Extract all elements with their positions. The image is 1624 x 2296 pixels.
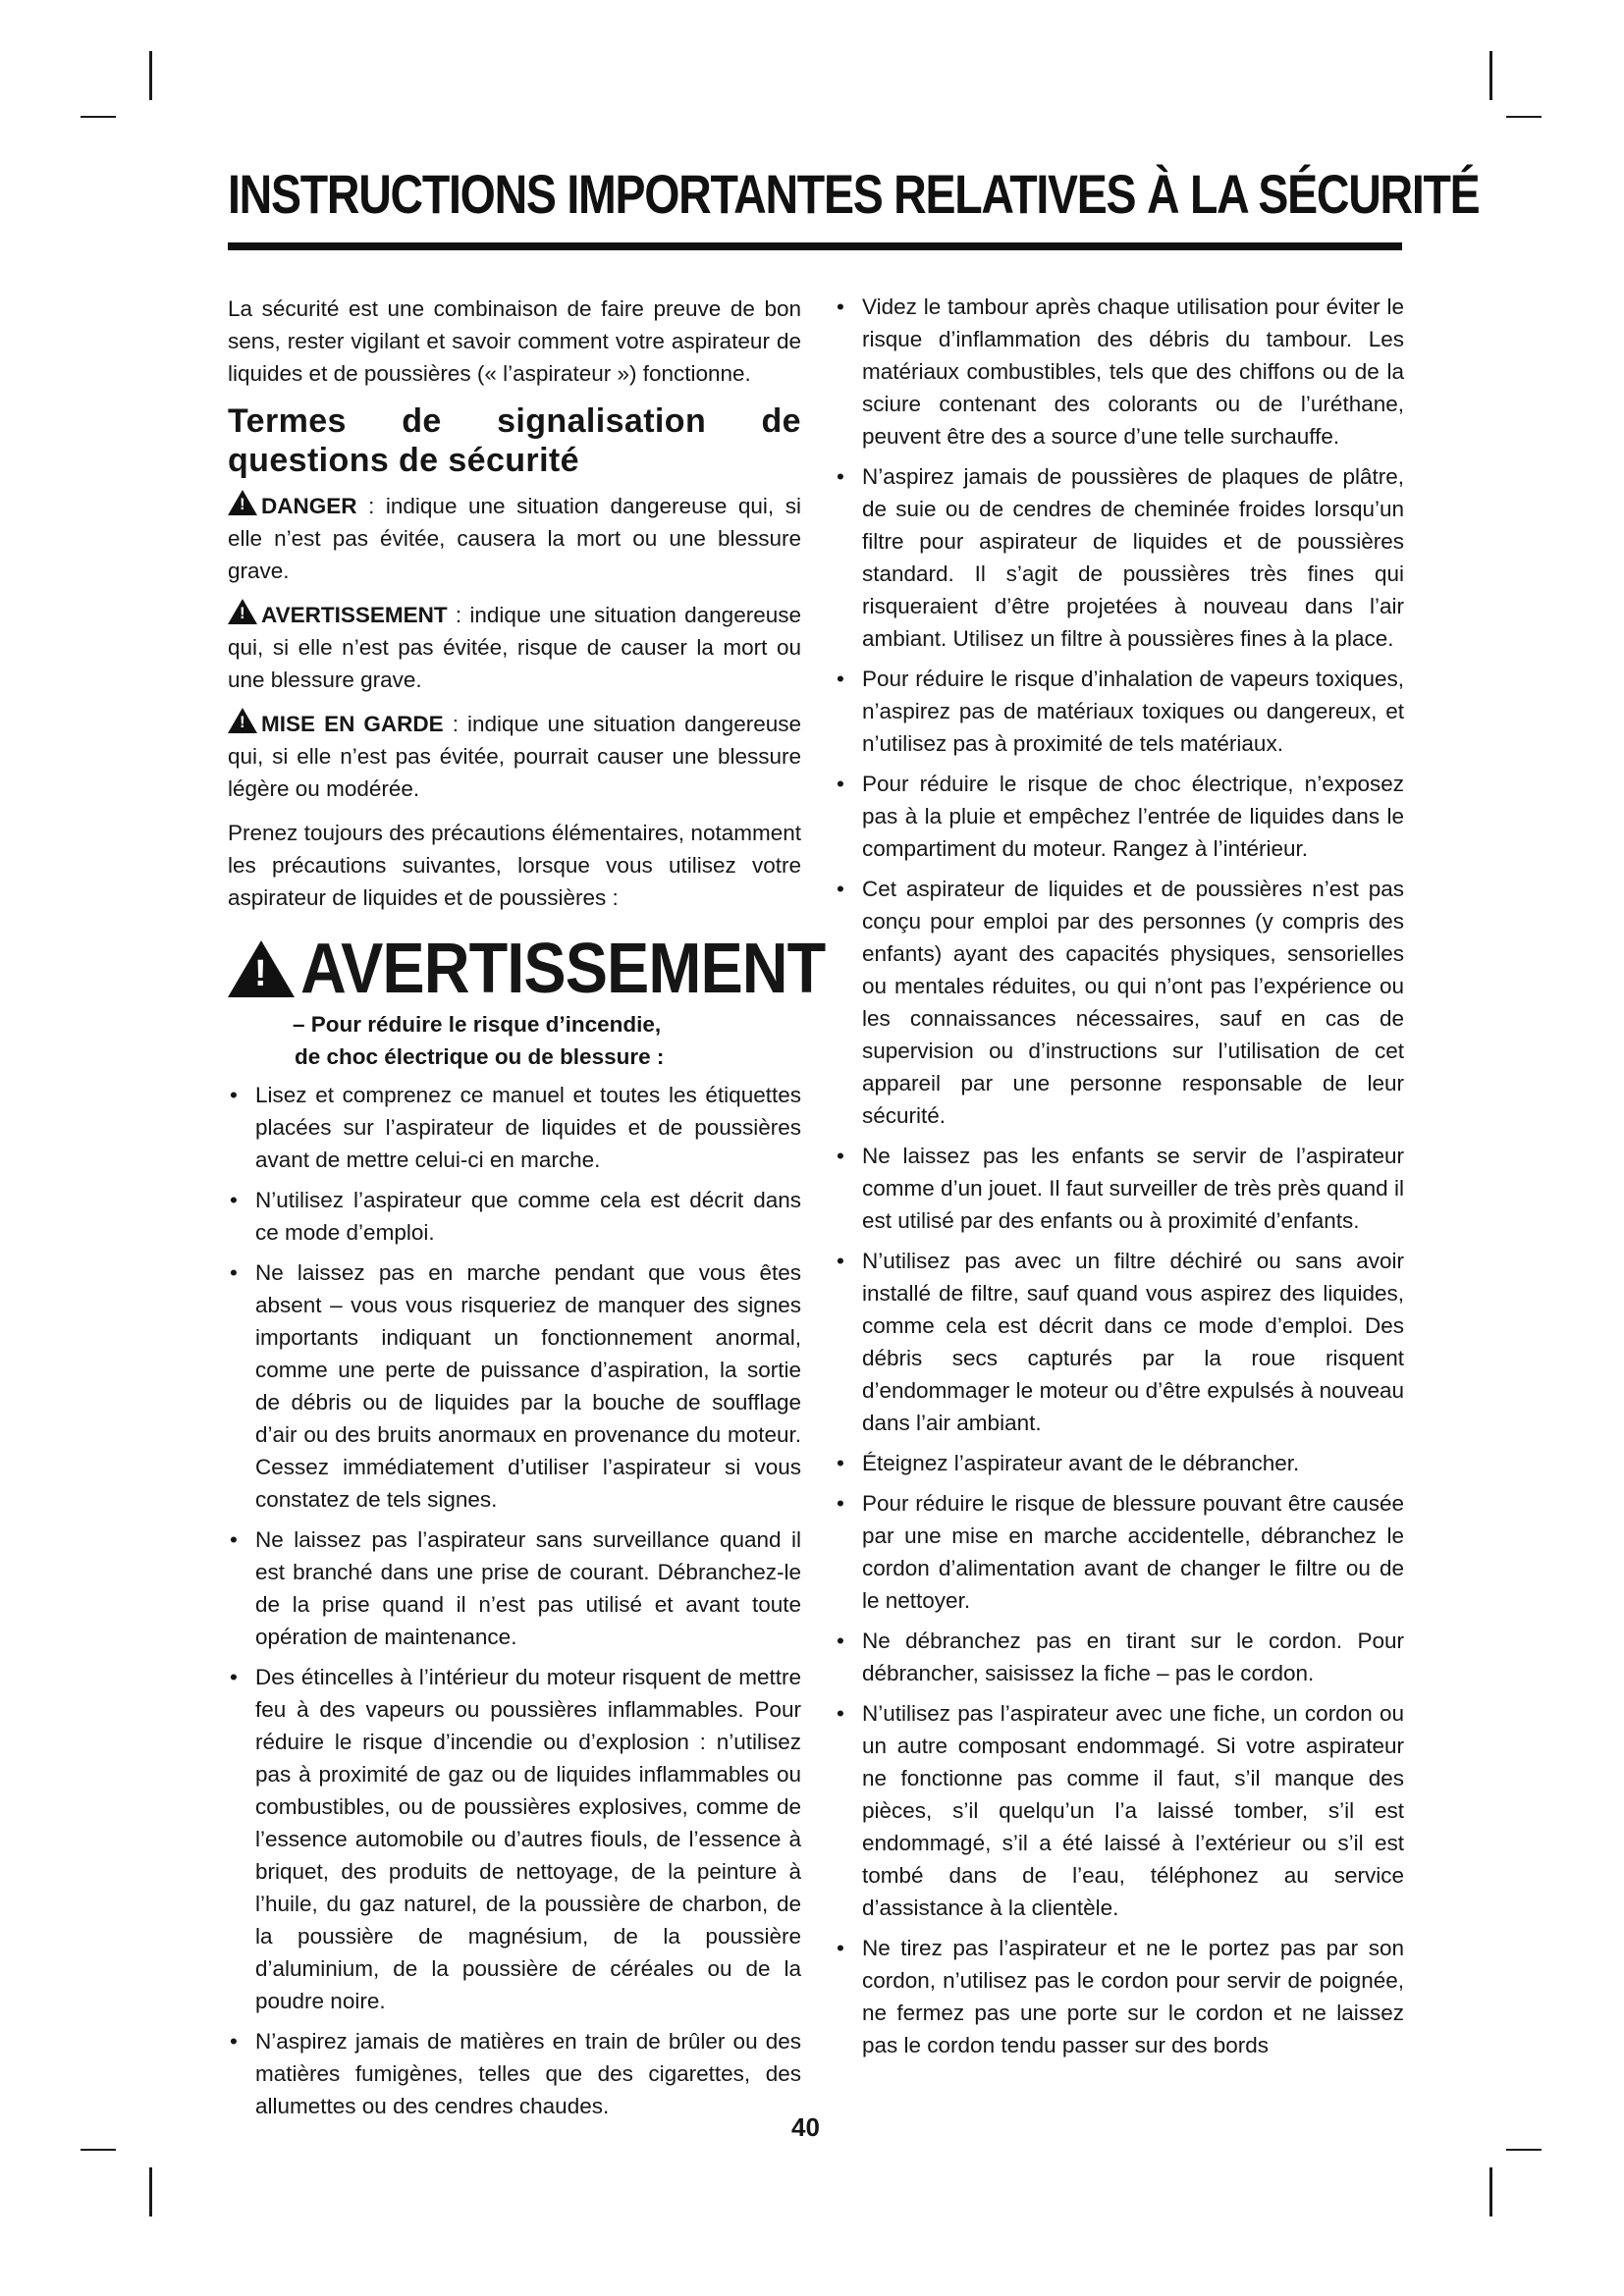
right-bullet-list — [835, 291, 1404, 2061]
warning-subtitle-line: – Pour réduire le risque d’incendie, — [293, 1012, 662, 1037]
list-item: • Pour réduire le risque de choc électrique, n’exposez pas à la pluie et empêchez l’entrée de liquides dans le compartiment du moteur. Rangez à l’intérieur. — [835, 768, 1404, 865]
list-item: • Des étincelles à l’intérieur du moteur risquent de mettre feu à des vapeurs ou poussières inflammables. Pour réduire le risque d’incendie ou d’explosion : n’utilisez pas à proximité de gaz ou de liquides inflammables ou combustibles, ou de poussières explosives, comme de l’essence automobile ou d’autres fiouls, de l’essence à briquet, des produits de nettoyage, de la peinture à l’huile, du gaz naturel, de la poussière de charbon, de la poussière de magnésium, de la poussière d’aluminium, de la poussière de céréales ou de la poudre noire. — [228, 1661, 801, 2017]
signal-text: : indique une situation dangereuse qui, si elle n’est pas évitée, causera la mort ou une blessure grave. — [228, 494, 801, 583]
signal-mise-en-garde — [228, 708, 801, 805]
crop-mark — [1506, 116, 1542, 118]
signal-text: : indique une situation dangereuse qui, si elle n’est pas évitée, pourrait causer une blessure légère ou modérée. — [228, 712, 801, 801]
warning-word: AVERTISSEMENT — [300, 930, 826, 1008]
title-rule — [228, 242, 1402, 250]
crop-mark — [81, 2149, 116, 2151]
list-item: • Ne laissez pas l’aspirateur sans surveillance quand il est branché dans une prise de courant. Débranchez-le de la prise quand il n’est pas utilisé et avant toute opération de maintenance. — [228, 1523, 801, 1653]
list-item: • Ne laissez pas en marche pendant que vous êtes absent – vous vous risqueriez de manquer des signes importants indiquant un fonctionnement anormal, comme une perte de puissance d’aspiration, la sortie de débris ou de liquides par la bouche de soufflage d’air ou des bruits anormaux en provenance du moteur. Cessez immédiatement d’utiliser l’aspirateur si vous constatez de tels signes. — [228, 1256, 801, 1516]
crop-mark — [1489, 2167, 1492, 2216]
signal-avertissement — [228, 599, 801, 696]
warning-subtitle-line: de choc électrique ou de blessure : — [295, 1044, 665, 1069]
list-item: • N’utilisez pas l’aspirateur avec une fiche, un cordon ou un autre composant endommagé. Si votre aspirateur ne fonctionne pas comme il faut, s’il manque des pièces, s’il quelqu’un l’a laissé tomber, s’il est endommagé, s’il a été laissé à l’extérieur ou s’il est tombé dans de l’eau, téléphonez au service d’assistance à la clientèle. — [835, 1697, 1404, 1924]
signal-term: AVERTISSEMENT — [261, 603, 448, 627]
precautions-paragraph: Prenez toujours des précautions élémentaires, notamment les précautions suivantes, lorsque vous utilisez votre aspirateur de liquides et de poussières : — [228, 821, 801, 910]
list-item: • Éteignez l’aspirateur avant de le débrancher. — [835, 1447, 1404, 1479]
list-item: • Pour réduire le risque de blessure pouvant être causée par une mise en marche accidentelle, débranchez le cordon d’alimentation avant de changer le filtre ou de le nettoyer. — [835, 1487, 1404, 1617]
intro-paragraph: La sécurité est une combinaison de faire preuve de bon sens, rester vigilant et savoir comment votre aspirateur de liquides et de poussières (« l’aspirateur ») fonctionne. — [228, 296, 801, 386]
crop-mark — [1506, 2149, 1542, 2151]
list-item: • Pour réduire le risque d’inhalation de vapeurs toxiques, n’aspirez pas de matériaux toxiques ou dangereux, et n’utilisez pas à proximité de tels matériaux. — [835, 663, 1404, 760]
page-number: 40 — [791, 2112, 820, 2142]
signal-term: MISE EN GARDE — [261, 712, 444, 736]
list-item: • Videz le tambour après chaque utilisation pour éviter le risque d’inflammation des débris du tambour. Les matériaux combustibles, tels que des chiffons ou de la sciure contenant des colorants ou de l’uréthane, peuvent être des a source d’une telle surchauffe. — [835, 291, 1404, 453]
warning-triangle-icon — [228, 708, 257, 733]
warning-triangle-icon — [228, 940, 295, 997]
warning-subtitle — [293, 1008, 801, 1073]
list-item: • Lisez et comprenez ce manuel et toutes les étiquettes placées sur l’aspirateur de liquides et de poussières avant de mettre celui-ci en marche. — [228, 1079, 801, 1176]
page-title: INSTRUCTIONS IMPORTANTES RELATIVES À LA SÉCURITÉ — [228, 163, 1480, 225]
signal-heading: Termes de signalisation de questions de sécurité — [228, 402, 801, 479]
list-item: • N’utilisez l’aspirateur que comme cela est décrit dans ce mode d’emploi. — [228, 1184, 801, 1249]
left-bullet-list — [228, 1079, 801, 2122]
list-item: • N’aspirez jamais de poussières de plaques de plâtre, de suie ou de cendres de cheminée froides lorsqu’un filtre pour aspirateur de liquides et de poussières standard. Il s’agit de poussières très fines qui risqueraient d’être projetées à nouveau dans l’air ambiant. Utilisez un filtre à poussières fines à la place. — [835, 460, 1404, 655]
list-item: • Ne débranchez pas en tirant sur le cordon. Pour débrancher, saisissez la fiche – pas le cordon. — [835, 1625, 1404, 1689]
warning-triangle-icon — [228, 599, 257, 624]
warning-triangle-icon — [228, 490, 257, 515]
right-column — [835, 291, 1404, 2069]
crop-mark — [1489, 51, 1492, 100]
warning-banner — [228, 930, 826, 1008]
signal-text: : indique une situation dangereuse qui, si elle n’est pas évitée, risque de causer la mort ou une blessure grave. — [228, 603, 801, 692]
crop-mark — [149, 51, 152, 100]
signal-term: DANGER — [261, 494, 357, 518]
crop-mark — [81, 116, 116, 118]
list-item: • N’aspirez jamais de matières en train de brûler ou des matières fumigènes, telles que des cigarettes, des allumettes ou des cendres chaudes. — [228, 2025, 801, 2122]
crop-mark — [149, 2167, 152, 2216]
list-item: • N’utilisez pas avec un filtre déchiré ou sans avoir installé de filtre, sauf quand vous aspirez des liquides, comme cela est décrit dans ce mode d’emploi. Des débris secs capturés par la roue risquent d’endommager le moteur ou d’être expulsés à nouveau dans l’air ambiant. — [835, 1245, 1404, 1439]
signal-danger — [228, 490, 801, 587]
list-item: • Ne tirez pas l’aspirateur et ne le portez pas par son cordon, n’utilisez pas le cordon pour servir de poignée, ne fermez pas une porte sur le cordon et ne laissez pas le cordon tendu passer sur des bords — [835, 1932, 1404, 2061]
list-item: • Ne laissez pas les enfants se servir de l’aspirateur comme d’un jouet. Il faut surveiller de très près quand il est utilisé par des enfants ou à proximité d’enfants. — [835, 1140, 1404, 1237]
list-item: • Cet aspirateur de liquides et de poussières n’est pas conçu pour emploi par des personnes (y compris des enfants) ayant des capacités physiques, sensorielles ou mentales réduites, ou qui n’ont pas l’expérience ou les connaissances nécessaires, sauf en cas de supervision ou d’instructions sur l’utilisation de cet appareil par une personne responsable de leur sécurité. — [835, 873, 1404, 1132]
